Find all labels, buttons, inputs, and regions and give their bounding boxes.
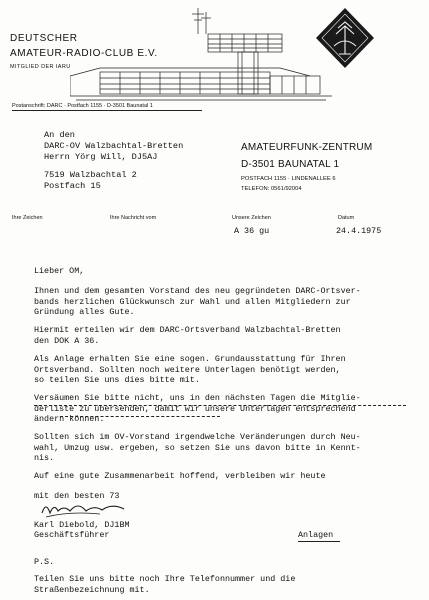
center-title: AMATEURFUNK-ZENTRUM (241, 142, 373, 153)
recipient-line-2: DARC-OV Walzbachtal-Bretten (44, 141, 184, 151)
paragraph-veraenderungen (34, 432, 361, 464)
datum-value: 24.4.1975 (336, 226, 382, 236)
paragraph-congratulations (34, 286, 361, 318)
ihre-zeichen-label: Ihre Zeichen (12, 215, 43, 221)
building-illustration (70, 6, 340, 106)
unsere-zeichen-label: Unsere Zeichen (232, 215, 271, 221)
signatory-name: Karl Diebold, DJ1BM (34, 520, 130, 530)
anlagen-underline (298, 541, 340, 542)
club-name-line2: AMATEUR-RADIO-CLUB E.V. (10, 48, 158, 59)
handwritten-dash-underline (34, 405, 406, 406)
paragraph-anlage (34, 354, 346, 386)
center-city: D-3501 BAUNATAL 1 (241, 159, 340, 170)
paragraph-line: Ihnen und dem gesamten Vorstand des neu gegründeten DARC-Ortsver- (34, 286, 361, 296)
paragraph-dok (34, 325, 341, 346)
paragraph-line: derliste zu übersenden, damit wir unsere Unterlagen entsprechend (34, 403, 356, 414)
paragraph-line: Hiermit erteilen wir dem DARC-Ortsverband Walzbachtal-Bretten (34, 325, 341, 335)
center-telefon: TELEFON: 0561/92004 (241, 186, 302, 192)
darc-logo-icon (314, 6, 376, 70)
datum-label: Datum (338, 215, 355, 221)
paragraph-line: Gründung alles Gute. (34, 307, 135, 317)
handwritten-dash-underline (60, 416, 220, 417)
unsere-zeichen-value: A 36 gu (234, 226, 270, 236)
ps-line-1: Teilen Sie uns bitte noch Ihre Telefonnummer und die (34, 574, 296, 584)
anlagen-label: Anlagen (298, 530, 334, 540)
recipient-line-4: 7519 Walzbachtal 2 (44, 170, 137, 180)
paragraph-line: Sollten sich im OV-Vorstand irgendwelche Veränderungen durch Neu- (34, 432, 361, 442)
paragraph-line: wahl, Umzug usw. ergeben, so setzen Sie uns davon bitte in Kennt- (34, 442, 361, 453)
paragraph-line: den DOK A 36. (34, 335, 100, 346)
club-name-line1: DEUTSCHER (10, 33, 78, 44)
paragraph-mitgliederliste (34, 393, 361, 425)
center-postfach: POSTFACH 1155 · LINDENALLEE 6 (241, 176, 336, 182)
paragraph-line: Versäumen Sie bitte nicht, uns in den nächsten Tagen die Mitglie- (34, 393, 361, 403)
paragraph-line: Als Anlage erhalten Sie eine sogen. Grundausstattung für Ihren (34, 354, 346, 364)
club-membership: MITGLIED DER IARU (10, 64, 71, 70)
signatory-title: Geschäftsführer (34, 530, 110, 540)
ps-line-2: Straßenbezeichnung mit. (34, 585, 150, 595)
recipient-line-1: An den (44, 130, 75, 140)
sender-divider (12, 110, 202, 111)
recipient-line-3: Herrn Yörg Will, DJ5AJ (44, 152, 158, 162)
paragraph-line: bands herzlichen Glückwunsch zur Wahl und allen Mitgliedern zur (34, 296, 351, 307)
paragraph-zusammenarbeit: Auf eine gute Zusammenarbeit hoffend, verbleiben wir heute (34, 471, 326, 481)
handwritten-signature (40, 499, 130, 521)
paragraph-line: Ortsverband. Sollten noch weitere Unterlagen benötigt werden, (34, 364, 341, 375)
sender-return-address: Postanschrift: DARC · Postfach 1155 · D-3501 Baunatal 1 (12, 103, 153, 109)
salutation: Lieber OM, (34, 266, 85, 276)
closing: mit den besten 73 (34, 491, 120, 501)
paragraph-line: nis. (34, 453, 55, 463)
ps-label: P.S. (34, 557, 55, 567)
recipient-line-5: Postfach 15 (44, 181, 101, 191)
paragraph-line: so teilen Sie uns dies bitte mit. (34, 375, 200, 385)
paragraph-line: ändern können. (34, 414, 105, 424)
ihre-nachricht-label: Ihre Nachricht vom (110, 215, 157, 221)
